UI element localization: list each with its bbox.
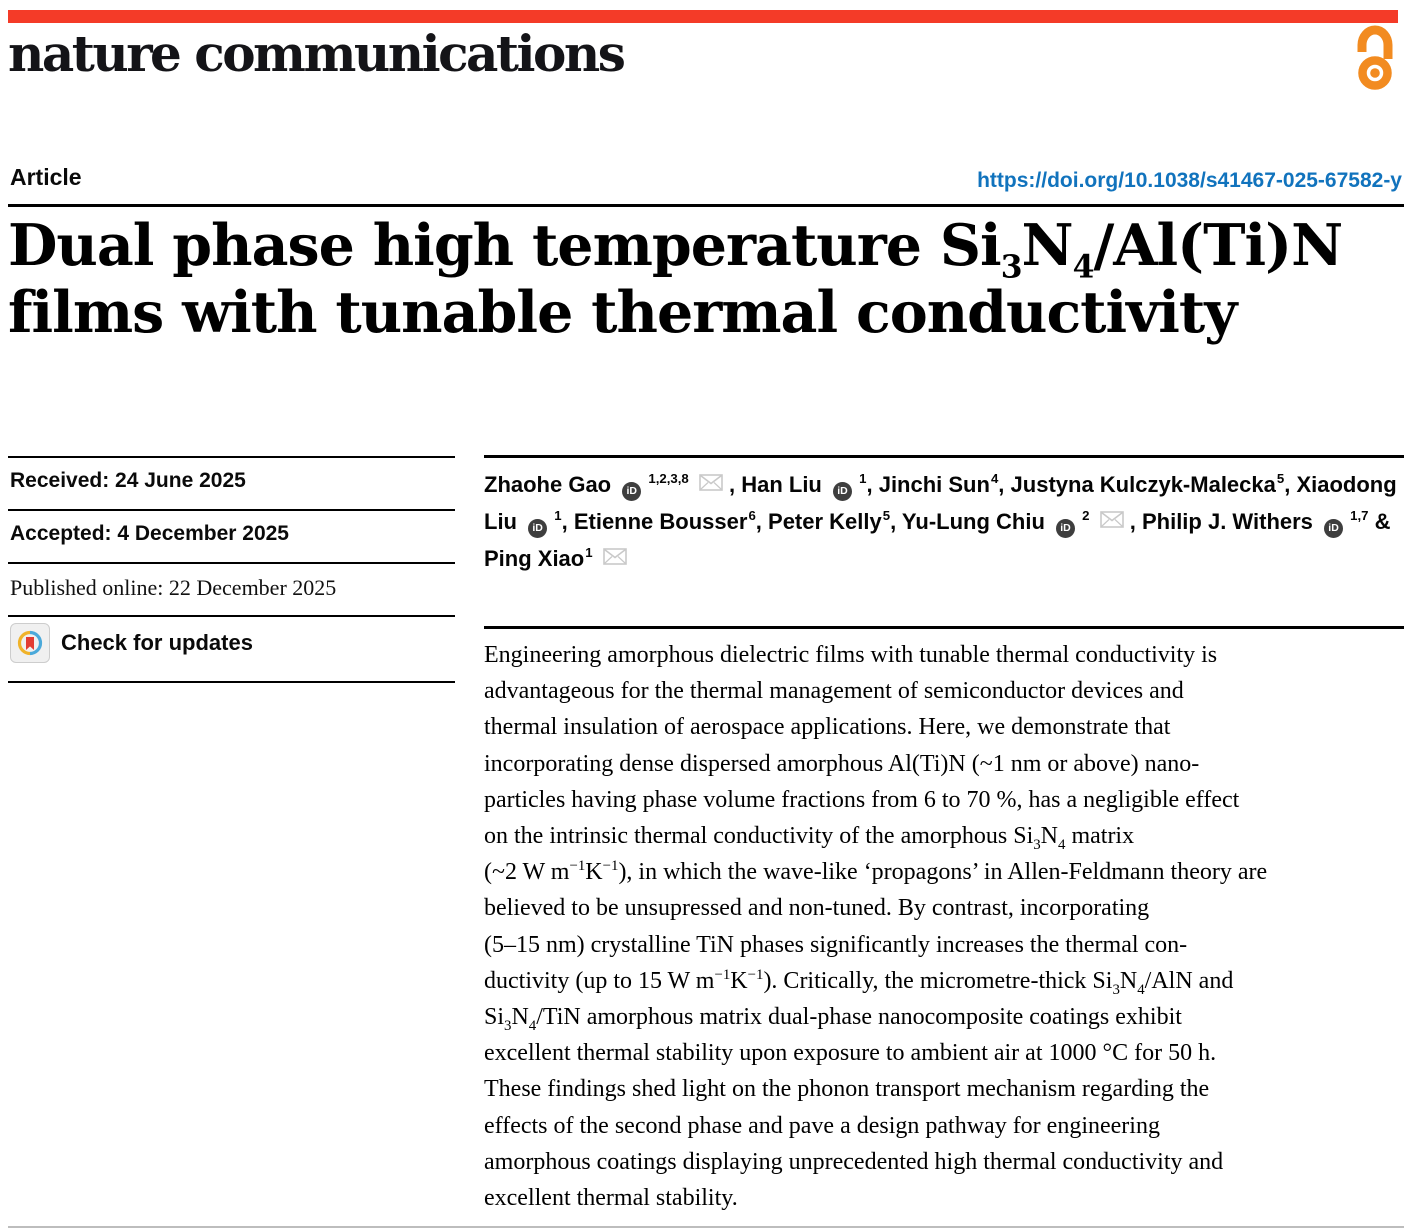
author-name: Etienne Bousser [573,509,748,534]
masthead-accent-bar [8,10,1398,23]
author-affiliation-numbers: 1,7 [1350,507,1369,523]
divider [8,562,455,564]
author-name: Jinchi Sun [878,472,990,497]
author [1142,509,1391,534]
check-for-updates-label: Check for updates [61,630,253,655]
received-date: Received: 24 June 2025 [10,469,246,492]
author-affiliation-numbers: 5 [882,507,891,523]
author-separator: , [998,472,1011,497]
author [1011,472,1297,497]
author-separator: , [890,509,902,534]
author-affiliation-numbers: 1 [585,544,593,560]
orcid-icon[interactable]: iD [622,482,641,501]
header-divider [8,204,1404,207]
author-affiliation-numbers: 1,2,3,8 [648,470,689,486]
open-access-icon[interactable] [1352,24,1398,90]
divider [8,615,455,617]
author-name: Han Liu [741,472,822,497]
orcid-icon[interactable]: iD [1324,519,1343,538]
author-name: Yu-Lung Chiu [901,509,1045,534]
divider [8,509,455,511]
author-name: Justyna Kulczyk-Malecka [1010,472,1276,497]
author-separator: , [755,509,769,534]
orcid-icon[interactable]: iD [528,519,547,538]
author-separator: , [1129,509,1142,534]
author-name: Philip J. Withers [1141,509,1313,534]
doi-link[interactable]: https://doi.org/10.1038/s41467-025-67582-y [977,169,1402,192]
author-separator: , [561,509,574,534]
divider [484,455,1404,458]
author [768,509,902,534]
journal-logo[interactable]: nature communications [8,24,624,83]
envelope-icon[interactable] [699,474,723,491]
envelope-icon[interactable] [603,548,627,565]
author-separator: & [1368,509,1391,534]
author-affiliation-numbers: 1 [859,470,867,486]
article-title: Dual phase high temperature $Si_3N_4/Al(Ti)N$ films with tunable thermal conductivity [8,212,1343,346]
divider [8,1226,1404,1228]
author-name: Xiaodong Liu [484,472,1397,534]
author-name: Ping Xiao [484,546,585,571]
published-date: Published online: 22 December 2025 [10,575,337,600]
author-affiliation-numbers: 2 [1082,507,1090,523]
author [574,509,768,534]
author [879,472,1011,497]
author-separator: , [866,472,879,497]
divider [8,456,455,458]
article-type-label: Article [10,164,82,190]
check-for-updates-button[interactable] [10,623,253,663]
accepted-date: Accepted: 4 December 2025 [10,522,289,545]
envelope-icon[interactable] [1100,511,1124,528]
divider [484,626,1404,629]
author [902,509,1142,534]
author [484,472,741,497]
author [741,472,879,497]
orcid-icon[interactable]: iD [833,482,852,501]
author-separator: , [728,472,742,497]
author-affiliation-numbers: 6 [748,507,756,523]
divider [8,681,455,683]
crossmark-icon [10,623,50,663]
author-name: Zhaohe Gao [484,472,612,497]
author [484,546,627,571]
authors-block [484,466,1412,577]
author-affiliation-numbers: 1 [554,507,562,523]
author-affiliation-numbers: 5 [1276,470,1285,486]
author-separator: , [1284,472,1297,497]
author-name: Peter Kelly [768,509,882,534]
author-affiliation-numbers: 4 [990,470,999,486]
abstract-text: Engineering amorphous dielectric films with tunable thermal conductivity is advantageous for the thermal management of semiconductor devices and thermal insulation of aerospace applications. Here, we demonstrate that incorporating dense dispersed amorphous Al(Ti)N (~1 nm or above) nano- particles having phase volume fractions from 6 to 70 %, has a negligible effect on the intrinsic thermal conductivity of the amorphous $Si_3N_4$ matrix (~2 W $m^{-1}K^{-1}$), in which the wave-like ‘propagons’ in Allen-Feldmann theory are believed to be unsupressed and non-tuned. By contrast, incorporating (5–15 nm) crystalline TiN phases significantly increases the thermal con- ductivity (up to 15 W $m^{-1}K^{-1}$). Critically, the micrometre-thick $Si_3N_4$/AlN and $Si_3N_4$/TiN amorphous matrix dual-phase nanocomposite coatings exhibit excellent thermal stability upon exposure to ambient air at 1000 °C for 50 h. These findings shed light on the phonon transport mechanism regarding the effects of the second phase and pave a design pathway for engineering amorphous coatings displaying unprecedented high thermal conductivity and excellent thermal stability. [484,642,1268,1212]
orcid-icon[interactable]: iD [1056,519,1075,538]
